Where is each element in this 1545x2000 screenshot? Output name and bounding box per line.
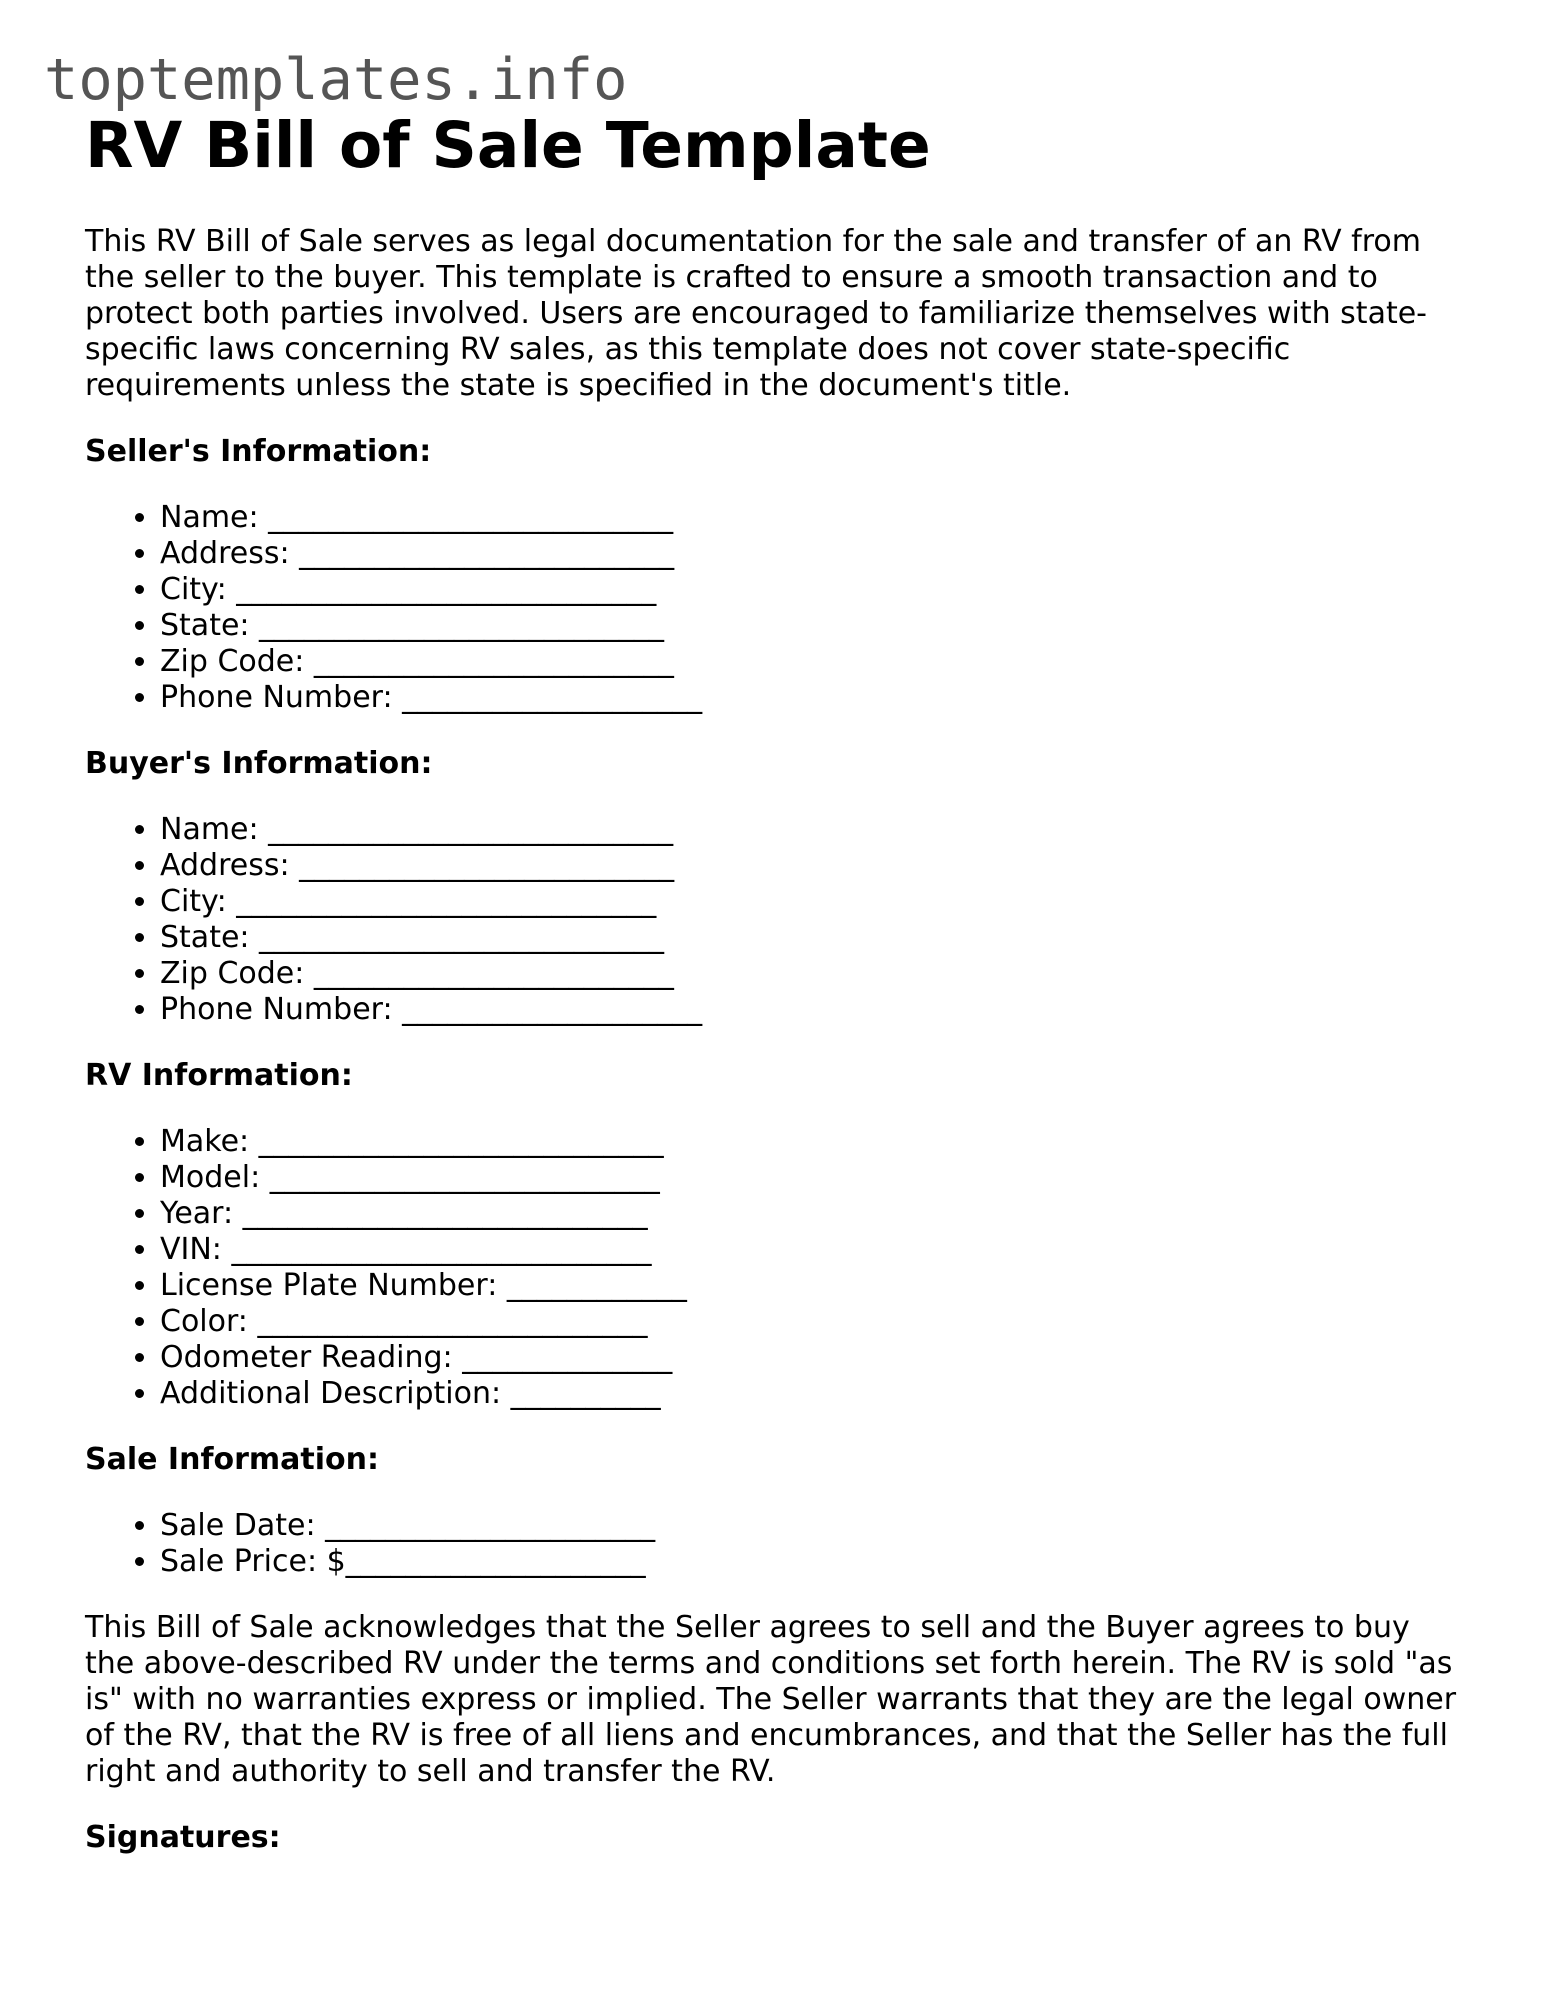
seller-address-field: • Address: _________________________ — [160, 536, 1465, 572]
seller-city-field: • City: ____________________________ — [160, 572, 1465, 608]
sale-price-field: • Sale Price: $____________________ — [160, 1544, 1465, 1580]
buyer-phone-field: • Phone Number: ____________________ — [160, 992, 1465, 1028]
sale-section — [85, 1442, 1465, 1580]
rv-field-list — [85, 1124, 1465, 1412]
closing-paragraph: This Bill of Sale acknowledges that the Seller agrees to sell and the Buyer agrees to buy the above-described RV under the terms and conditions set forth herein. The RV is sold "as is" with no warranties express or implied. The Seller warrants that they are the legal owner of the RV, that the RV is free of all liens and encumbrances, and that the Seller has the full right and authority to sell and transfer the RV. — [85, 1610, 1457, 1789]
buyer-zip-field: • Zip Code: ________________________ — [160, 956, 1465, 992]
buyer-name-field: • Name: ___________________________ — [160, 812, 1465, 848]
seller-phone-field: • Phone Number: ____________________ — [160, 680, 1465, 716]
site-watermark: toptemplates.info — [44, 47, 628, 113]
signatures-heading: Signatures: — [85, 1820, 281, 1855]
rv-make-field: • Make: ___________________________ — [160, 1124, 1465, 1160]
rv-vin-field: • VIN: ____________________________ — [160, 1232, 1465, 1268]
seller-state-field: • State: ___________________________ — [160, 608, 1465, 644]
rv-section — [85, 1058, 1465, 1412]
sale-heading: Sale Information: — [85, 1442, 379, 1477]
rv-year-field: • Year: ___________________________ — [160, 1196, 1465, 1232]
rv-description-field: • Additional Description: __________ — [160, 1376, 1465, 1412]
buyer-heading: Buyer's Information: — [85, 746, 433, 781]
seller-heading: Seller's Information: — [85, 434, 432, 469]
intro-paragraph: This RV Bill of Sale serves as legal documentation for the sale and transfer of an RV from the seller to the buyer. This template is crafted to ensure a smooth transaction and to protect both parties involved. Users are encouraged to familiarize themselves with state-specific laws concerning RV sales, as this template does not cover state-specific requirements unless the state is specified in the document's title. — [85, 224, 1428, 403]
rv-odometer-field: • Odometer Reading: ______________ — [160, 1340, 1465, 1376]
rv-model-field: • Model: __________________________ — [160, 1160, 1465, 1196]
seller-field-list — [85, 500, 1465, 716]
sale-field-list — [85, 1508, 1465, 1580]
rv-color-field: • Color: __________________________ — [160, 1304, 1465, 1340]
buyer-field-list — [85, 812, 1465, 1028]
buyer-section — [85, 746, 1465, 1028]
rv-license-plate-field: • License Plate Number: ____________ — [160, 1268, 1465, 1304]
rv-heading: RV Information: — [85, 1058, 353, 1093]
seller-section — [85, 434, 1465, 716]
seller-zip-field: • Zip Code: ________________________ — [160, 644, 1465, 680]
sale-date-field: • Sale Date: ______________________ — [160, 1508, 1465, 1544]
buyer-address-field: • Address: _________________________ — [160, 848, 1465, 884]
buyer-city-field: • City: ____________________________ — [160, 884, 1465, 920]
seller-name-field: • Name: ___________________________ — [160, 500, 1465, 536]
buyer-state-field: • State: ___________________________ — [160, 920, 1465, 956]
page-title: RV Bill of Sale Template — [85, 109, 931, 182]
document-body — [85, 104, 1465, 1856]
